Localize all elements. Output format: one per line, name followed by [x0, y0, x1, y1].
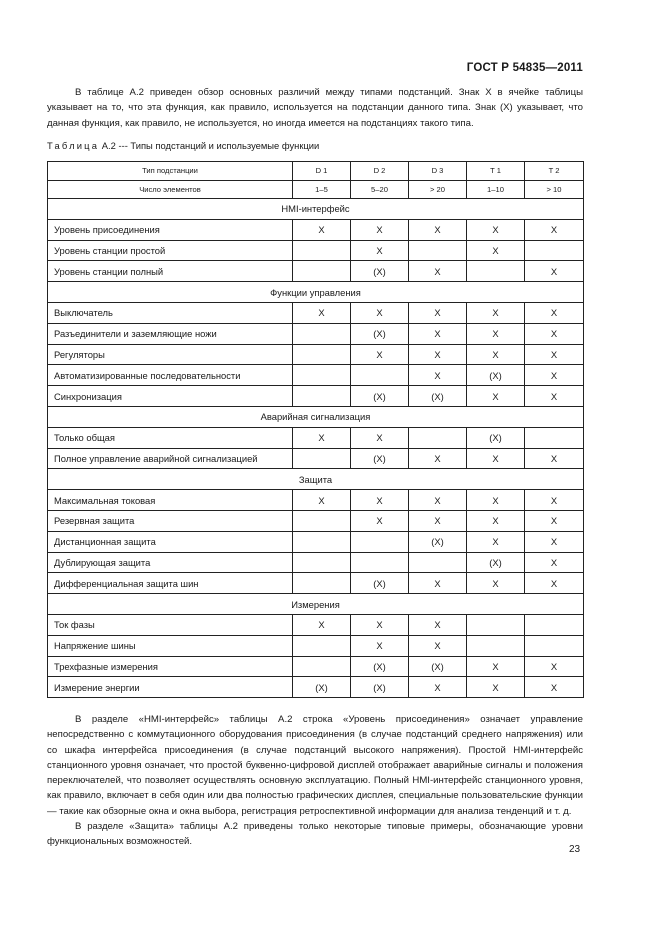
section-title: Функции управления: [48, 282, 584, 303]
table-row: [48, 365, 584, 386]
usage-mark-cell: X: [409, 219, 467, 240]
function-name-cell: Уровень станции полный: [48, 261, 293, 282]
usage-mark-cell: X: [467, 240, 525, 261]
usage-mark-cell: [293, 635, 351, 656]
usage-mark-cell: [293, 573, 351, 594]
element-count-cell: > 20: [409, 180, 467, 199]
usage-mark-cell: (X): [351, 261, 409, 282]
document-header: ГОСТ Р 54835—2011: [466, 62, 583, 74]
column-header: T 1: [467, 162, 525, 181]
usage-mark-cell: X: [409, 490, 467, 511]
usage-mark-cell: X: [293, 614, 351, 635]
table-row: [48, 490, 584, 511]
usage-mark-cell: [409, 240, 467, 261]
usage-mark-cell: (X): [351, 656, 409, 677]
column-header: Тип подстанции: [48, 162, 293, 181]
function-name-cell: Только общая: [48, 427, 293, 448]
usage-mark-cell: X: [467, 386, 525, 407]
usage-mark-cell: X: [409, 510, 467, 531]
usage-mark-cell: [293, 365, 351, 386]
usage-mark-cell: [351, 531, 409, 552]
usage-mark-cell: [293, 386, 351, 407]
usage-mark-cell: X: [409, 448, 467, 469]
usage-mark-cell: X: [525, 490, 584, 511]
table-row: [48, 531, 584, 552]
element-count-row: [48, 180, 584, 199]
table-row: [48, 552, 584, 573]
substation-types-table: [47, 161, 584, 698]
usage-mark-cell: X: [467, 490, 525, 511]
usage-mark-cell: (X): [351, 386, 409, 407]
usage-mark-cell: X: [525, 386, 584, 407]
usage-mark-cell: X: [467, 323, 525, 344]
usage-mark-cell: (X): [409, 531, 467, 552]
section-title: HMI-интерфейс: [48, 199, 584, 220]
header-row: [48, 162, 584, 181]
table-row: [48, 677, 584, 698]
usage-mark-cell: X: [409, 573, 467, 594]
element-count-cell: 1–10: [467, 180, 525, 199]
caption-label: Таблица: [47, 140, 100, 151]
usage-mark-cell: [525, 240, 584, 261]
usage-mark-cell: X: [409, 323, 467, 344]
usage-mark-cell: X: [525, 510, 584, 531]
usage-mark-cell: [293, 240, 351, 261]
usage-mark-cell: [293, 656, 351, 677]
usage-mark-cell: X: [409, 677, 467, 698]
table-row: [48, 427, 584, 448]
element-count-cell: 5–20: [351, 180, 409, 199]
usage-mark-cell: X: [525, 219, 584, 240]
usage-mark-cell: X: [467, 448, 525, 469]
usage-mark-cell: (X): [351, 573, 409, 594]
usage-mark-cell: (X): [467, 427, 525, 448]
usage-mark-cell: X: [467, 510, 525, 531]
column-header: T 2: [525, 162, 584, 181]
table-row: [48, 344, 584, 365]
table-row: [48, 614, 584, 635]
usage-mark-cell: (X): [351, 448, 409, 469]
element-count-cell: > 10: [525, 180, 584, 199]
usage-mark-cell: [409, 427, 467, 448]
usage-mark-cell: (X): [293, 677, 351, 698]
table-row: [48, 240, 584, 261]
function-name-cell: Ток фазы: [48, 614, 293, 635]
usage-mark-cell: X: [351, 344, 409, 365]
usage-mark-cell: (X): [351, 677, 409, 698]
function-name-cell: Максимальная токовая: [48, 490, 293, 511]
table-row: [48, 386, 584, 407]
usage-mark-cell: [293, 448, 351, 469]
usage-mark-cell: [293, 323, 351, 344]
usage-mark-cell: (X): [351, 323, 409, 344]
usage-mark-cell: X: [525, 531, 584, 552]
table-row: [48, 302, 584, 323]
function-name-cell: Автоматизированные последовательности: [48, 365, 293, 386]
usage-mark-cell: X: [293, 219, 351, 240]
function-name-cell: Напряжение шины: [48, 635, 293, 656]
usage-mark-cell: X: [525, 677, 584, 698]
usage-mark-cell: X: [409, 261, 467, 282]
function-name-cell: Трехфазные измерения: [48, 656, 293, 677]
function-name-cell: Синхронизация: [48, 386, 293, 407]
table-row: [48, 656, 584, 677]
function-name-cell: Измерение энергии: [48, 677, 293, 698]
caption-text: А.2 --- Типы подстанций и используемые функции: [101, 140, 320, 151]
table-row: [48, 323, 584, 344]
usage-mark-cell: X: [525, 448, 584, 469]
usage-mark-cell: X: [409, 614, 467, 635]
usage-mark-cell: [525, 635, 584, 656]
table-row: [48, 635, 584, 656]
usage-mark-cell: X: [351, 490, 409, 511]
usage-mark-cell: X: [293, 427, 351, 448]
usage-mark-cell: (X): [467, 552, 525, 573]
usage-mark-cell: X: [409, 635, 467, 656]
usage-mark-cell: X: [467, 219, 525, 240]
element-count-cell: Число элементов: [48, 180, 293, 199]
section-title: Измерения: [48, 594, 584, 615]
usage-mark-cell: X: [409, 365, 467, 386]
section-header-row: [48, 406, 584, 427]
usage-mark-cell: [351, 552, 409, 573]
function-name-cell: Регуляторы: [48, 344, 293, 365]
usage-mark-cell: X: [525, 573, 584, 594]
intro-text: В таблице А.2 приведен обзор основных различий между типами подстанций. Знак X в ячейке таблицы указывает на то, что эта функция, как правило, используется на подстанции данного типа. Знак (X) указывает, что данная функция, как правило, не используется, но иногда имеется на подстанциях такого типа.: [47, 87, 583, 129]
usage-mark-cell: [293, 552, 351, 573]
hmi-explanation-paragraph: [47, 712, 583, 819]
column-header: D 2: [351, 162, 409, 181]
usage-mark-cell: X: [467, 302, 525, 323]
table-caption: [47, 140, 319, 151]
table-row: [48, 261, 584, 282]
usage-mark-cell: (X): [467, 365, 525, 386]
usage-mark-cell: [293, 344, 351, 365]
usage-mark-cell: X: [293, 302, 351, 323]
page-number: 23: [569, 844, 581, 855]
usage-mark-cell: [467, 261, 525, 282]
function-name-cell: Дифференциальная защита шин: [48, 573, 293, 594]
function-name-cell: Резервная защита: [48, 510, 293, 531]
element-count-cell: 1–5: [293, 180, 351, 199]
usage-mark-cell: [467, 614, 525, 635]
usage-mark-cell: [525, 427, 584, 448]
usage-mark-cell: X: [351, 614, 409, 635]
usage-mark-cell: (X): [409, 386, 467, 407]
table-row: [48, 573, 584, 594]
usage-mark-cell: X: [351, 219, 409, 240]
usage-mark-cell: X: [351, 427, 409, 448]
usage-mark-cell: X: [525, 302, 584, 323]
usage-mark-cell: [409, 552, 467, 573]
usage-mark-cell: X: [525, 552, 584, 573]
usage-mark-cell: X: [409, 344, 467, 365]
function-name-cell: Разъединители и заземляющие ножи: [48, 323, 293, 344]
table-body: [48, 162, 584, 698]
table-row: [48, 448, 584, 469]
usage-mark-cell: X: [467, 656, 525, 677]
column-header: D 3: [409, 162, 467, 181]
protection-note-text: В разделе «Защита» таблицы А.2 приведены только некоторые типовые примеры, обозначающие уровни функциональных возможностей.: [47, 821, 583, 848]
usage-mark-cell: X: [409, 302, 467, 323]
table-row: [48, 510, 584, 531]
function-name-cell: Полное управление аварийной сигнализацией: [48, 448, 293, 469]
usage-mark-cell: X: [467, 677, 525, 698]
section-header-row: [48, 594, 584, 615]
section-header-row: [48, 199, 584, 220]
usage-mark-cell: X: [525, 344, 584, 365]
table-row: [48, 219, 584, 240]
usage-mark-cell: X: [525, 323, 584, 344]
function-name-cell: Дублирующая защита: [48, 552, 293, 573]
function-name-cell: Дистанционная защита: [48, 531, 293, 552]
usage-mark-cell: X: [351, 302, 409, 323]
section-header-row: [48, 282, 584, 303]
section-title: Аварийная сигнализация: [48, 406, 584, 427]
column-header: D 1: [293, 162, 351, 181]
usage-mark-cell: X: [351, 240, 409, 261]
protection-note-paragraph: [47, 819, 583, 850]
usage-mark-cell: X: [525, 261, 584, 282]
usage-mark-cell: [293, 261, 351, 282]
usage-mark-cell: [351, 365, 409, 386]
usage-mark-cell: X: [467, 531, 525, 552]
usage-mark-cell: X: [525, 365, 584, 386]
function-name-cell: Выключатель: [48, 302, 293, 323]
usage-mark-cell: [525, 614, 584, 635]
usage-mark-cell: X: [467, 344, 525, 365]
usage-mark-cell: X: [467, 573, 525, 594]
usage-mark-cell: X: [351, 510, 409, 531]
section-header-row: [48, 469, 584, 490]
usage-mark-cell: [293, 531, 351, 552]
usage-mark-cell: [293, 510, 351, 531]
usage-mark-cell: [467, 635, 525, 656]
usage-mark-cell: X: [293, 490, 351, 511]
hmi-explanation-text: В разделе «HMI-интерфейс» таблицы А.2 строка «Уровень присоединения» означает управление непосредственно с коммутационного оборудования присоединения (в случае подстанций среднего напряжения) или со шкафа интерфейса присоединения (в случае подстанций высокого напряжения). Простой HMI-интерфейс станционного уровня означает, что простой буквенно-цифровой дисплей отображает аварийные сигналы и положения переключателей, что позволяет осуществлять основную эксплуатацию. Полный HMI-интерфейс станционного уровня, как правило, включает в себя один или два полностью графических дисплея, специальные пользовательские функции — такие как обзорные окна и окна выбора, регистрация ретроспективной информации для анализа тенденций и т. д.: [47, 714, 583, 817]
section-title: Защита: [48, 469, 584, 490]
intro-paragraph: [47, 85, 583, 131]
function-name-cell: Уровень станции простой: [48, 240, 293, 261]
body-paragraphs: [47, 712, 583, 850]
usage-mark-cell: (X): [409, 656, 467, 677]
function-name-cell: Уровень присоединения: [48, 219, 293, 240]
usage-mark-cell: X: [525, 656, 584, 677]
usage-mark-cell: X: [351, 635, 409, 656]
